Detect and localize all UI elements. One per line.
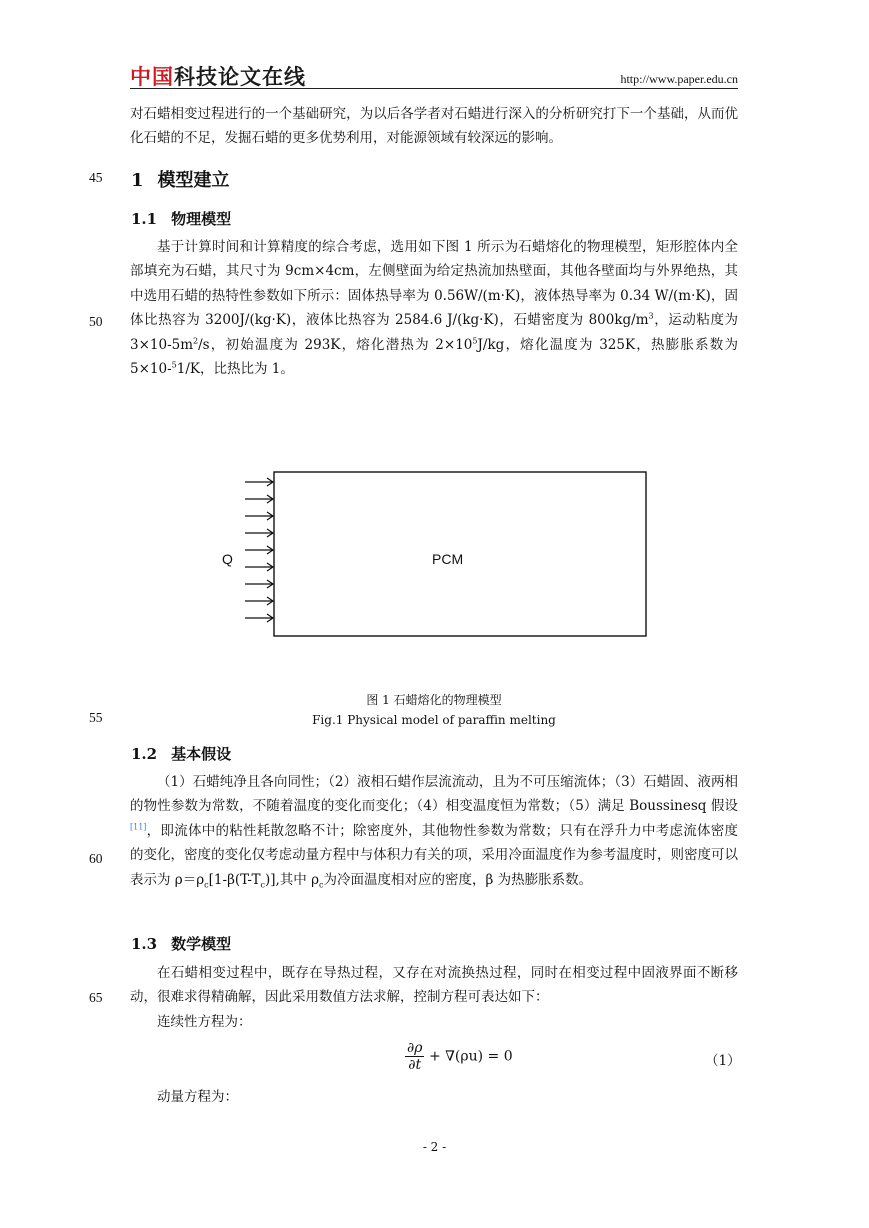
line-number: 60 xyxy=(89,851,103,866)
text-span: （1）石蜡纯净且各向同性；（2）液相石蜡作层流流动，且为不可压缩流体；（3）石蜡固、液两相的物性参数为常数，不随着温度的变化而变化；（4）相变温度恒为常数；（5）满足 Boussinesq 假设 xyxy=(130,774,738,815)
logo-red-text: 中国 xyxy=(130,65,174,89)
pcm-label: PCM xyxy=(432,551,464,567)
continuity-label: 连续性方程为： xyxy=(157,1013,252,1030)
physical-model-paragraph xyxy=(130,235,738,381)
subsection-number: 1.1 xyxy=(131,210,158,228)
heat-flux-arrow xyxy=(245,597,273,605)
math-model-paragraph xyxy=(130,961,738,1034)
intro-paragraph xyxy=(130,102,738,151)
text-span: [1-β(T-T xyxy=(208,871,261,888)
intro-text: 对石蜡相变过程进行的一个基础研究，为以后各学者对石蜡进行深入的分析研究打下一个基础，从而优化石蜡的不足，发掘石蜡的更多优势利用，对能源领域有较深远的影响。 xyxy=(130,106,738,147)
superscript: 3 xyxy=(648,311,654,321)
text-span: J/kg，熔化温度为 325K，热膨胀系数为 5×10- xyxy=(130,336,738,378)
subsection-heading xyxy=(131,743,231,764)
equation-number: （1） xyxy=(705,1053,741,1069)
text-span: ，即流体中的粘性耗散忽略不计；除密度外，其他物性参数为常数；只有在浮升力中考虑流体密度的变化，密度的变化仅考虑动量方程中与体积力有关的项，采用冷面温度作为参考温度时，则密度可以表示为 ρ＝ρ xyxy=(130,822,738,888)
assumptions-paragraph xyxy=(130,770,738,892)
equation-rest: + ∇(ρu) = 0 xyxy=(428,1048,513,1065)
logo-black-text: 科技论文在线 xyxy=(174,65,306,89)
subsection-title: 数学模型 xyxy=(171,935,232,953)
subsection-title: 物理模型 xyxy=(171,210,232,228)
heat-flux-arrow xyxy=(245,478,273,486)
figure-caption-en: Fig.1 Physical model of paraffin melting xyxy=(312,713,556,727)
heat-flux-arrow xyxy=(245,614,273,622)
superscript: 2 xyxy=(193,336,199,346)
heat-flux-arrow xyxy=(245,546,273,554)
superscript: 5 xyxy=(171,360,177,370)
heat-flux-arrow xyxy=(245,580,273,588)
text-span: ，运动粘度为 3×10-5m xyxy=(130,312,739,353)
continuity-equation xyxy=(405,1040,513,1073)
physical-model-figure xyxy=(215,465,655,645)
header-url[interactable]: http://www.paper.edu.cn xyxy=(620,72,738,86)
section-heading xyxy=(131,166,230,192)
heat-flux-label: Q xyxy=(222,551,233,567)
subsection-heading xyxy=(131,208,231,229)
section-title: 模型建立 xyxy=(157,170,230,191)
line-number: 65 xyxy=(89,990,103,1005)
text-span: 基于计算时间和计算精度的综合考虑，选用如下图 1 所示为石蜡熔化的物理模型，矩形腔体内全部填充为石蜡，其尺寸为 9cm×4cm，左侧壁面为给定热流加热壁面，其他各壁面均与外界绝热，其中选用石蜡的热特性参数如下所示：固体热导率为 0.56W/(m·K)，液体热导率为 0.34 W/(m·K)，固体比热容为 3200J/(kg·K)，液体比热容为 2584.6 J/(kg·K)，石蜡密度为 800kg/m xyxy=(130,239,738,329)
heat-flux-arrow xyxy=(245,529,273,537)
citation-link[interactable]: [11] xyxy=(130,822,147,832)
text-span: /s，初始温度为 293K，熔化潜热为 2×10 xyxy=(198,336,473,353)
subsection-number: 1.2 xyxy=(131,745,158,763)
text-span: 1/K，比热比为 1。 xyxy=(176,361,294,378)
text-span: )],其中 ρ xyxy=(264,871,320,888)
subscript: c xyxy=(204,880,209,890)
subscript: c xyxy=(319,880,324,890)
heat-flux-arrow xyxy=(245,495,273,503)
subsection-heading xyxy=(131,933,231,954)
figure-caption xyxy=(130,690,738,730)
superscript: 5 xyxy=(472,336,478,346)
heat-flux-arrows xyxy=(245,478,273,622)
page-number: - 2 - xyxy=(422,1140,447,1154)
math-model-text: 在石蜡相变过程中，既存在导热过程，又存在对流换热过程，同时在相变过程中固液界面不断移动，很难求得精确解，因此采用数值方法求解，控制方程可表达如下： xyxy=(130,965,738,1006)
journal-logo xyxy=(130,61,306,91)
line-number: 45 xyxy=(89,170,103,185)
text-span: 为冷面温度相对应的密度，β 为热膨胀系数。 xyxy=(323,871,593,888)
fraction-numerator: ∂ρ xyxy=(407,1040,423,1056)
subsection-number: 1.3 xyxy=(131,935,158,953)
figure-caption-cn: 图 1 石蜡熔化的物理模型 xyxy=(366,693,502,707)
heat-flux-arrow xyxy=(245,512,273,520)
momentum-paragraph xyxy=(130,1085,738,1109)
fraction-denominator: ∂t xyxy=(408,1057,422,1073)
partial-fraction xyxy=(405,1040,424,1073)
line-number: 50 xyxy=(89,314,103,329)
heat-flux-arrow xyxy=(245,563,273,571)
section-number: 1 xyxy=(131,170,144,191)
line-number: 55 xyxy=(89,710,103,725)
header-rule xyxy=(130,88,738,89)
subscript: c xyxy=(260,880,265,890)
momentum-label: 动量方程为： xyxy=(157,1089,238,1105)
subsection-title: 基本假设 xyxy=(171,745,232,763)
